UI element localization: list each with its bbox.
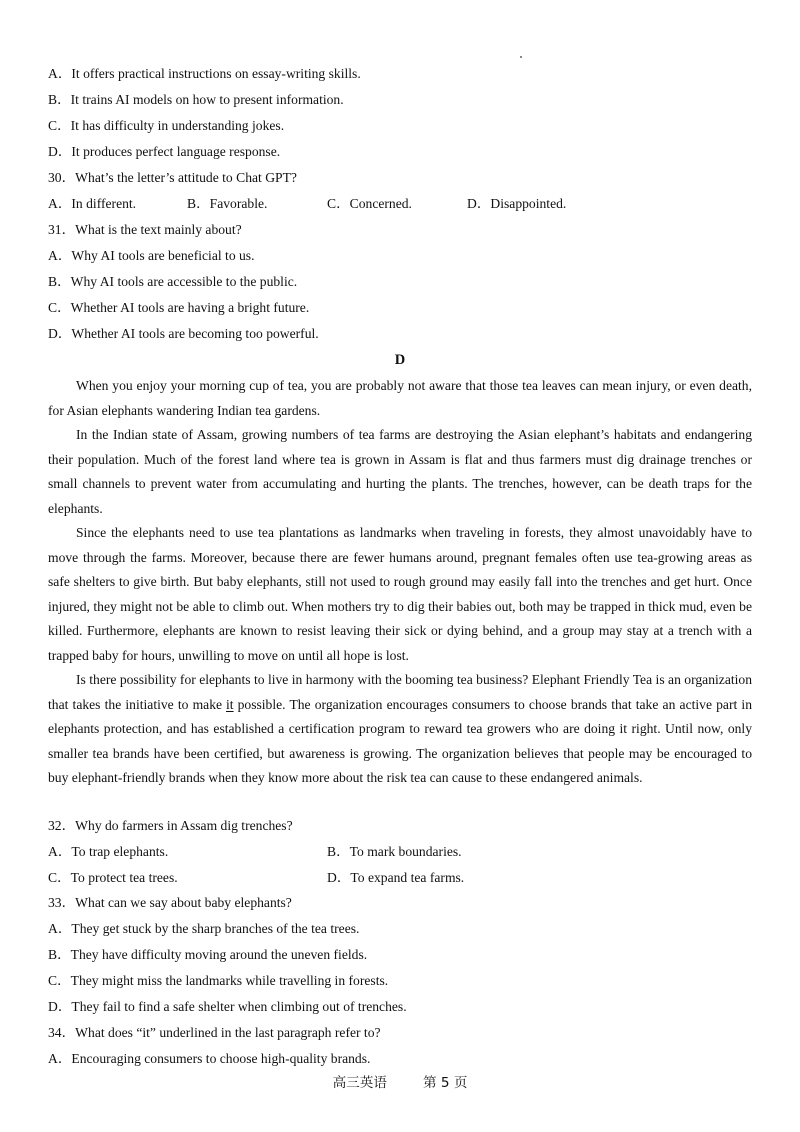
q29-option-a: A．It offers practical instructions on essay-writing skills.: [48, 66, 361, 81]
q31-stem: 31．What is the text mainly about?: [48, 222, 242, 237]
passage-paragraph-4: [48, 668, 752, 791]
q33-option-a: A．They get stuck by the sharp branches of the tea trees.: [48, 921, 360, 936]
q29-option-d: D．It produces perfect language response.: [48, 144, 281, 159]
underlined-it: it: [226, 696, 234, 712]
q32-option-a: A．To trap elephants.: [48, 844, 169, 859]
q32-option-b: B．To mark boundaries.: [327, 844, 462, 859]
q30-option-a: A．In different.: [48, 196, 137, 211]
paragraph-4-text-before: Is there possibility for elephants to live in harmony with the booming tea business? Elephant Friendly Tea is an organization that takes the initiative to make: [48, 672, 752, 712]
q33-option-b: B．They have difficulty moving around the uneven fields.: [48, 947, 368, 962]
q31-option-b: B．Why AI tools are accessible to the public.: [48, 274, 298, 289]
footer-page-number: 第 5 页: [422, 1075, 468, 1091]
q33-option-c: C．They might miss the landmarks while travelling in forests.: [48, 973, 389, 988]
q30-stem: 30．What’s the letter’s attitude to Chat GPT?: [48, 170, 297, 185]
q34-stem: 34．What does “it” underlined in the last paragraph refer to?: [48, 1025, 381, 1040]
q33-stem: 33．What can we say about baby elephants?: [48, 895, 292, 910]
passage-paragraph-3: Since the elephants need to use tea plantations as landmarks when traveling in forests, they almost unavoidably have to move through the farms. Moreover, because there are fewer humans around, pregnant females often use tea-growing areas as safe shelters to give birth. But baby elephants, still not used to rough ground may easily fall into the trenches and get hurt. Once injured, they might not be able to climb out. When mothers try to dig their babies out, both may be trapped in thick mud, even be killed. Furthermore, elephants are known to resist leaving their sick or dying behind, and a group may stay at a trench with a trapped baby for hours, unwilling to move on until all hope is lost.: [48, 525, 752, 663]
q31-option-a: A．Why AI tools are beneficial to us.: [48, 248, 255, 263]
q33-option-d: D．They fail to find a safe shelter when climbing out of trenches.: [48, 999, 407, 1014]
scan-speck: [520, 56, 522, 58]
footer-subject: 高三英语: [332, 1075, 387, 1091]
q30-option-d: D．Disappointed.: [467, 196, 567, 211]
q34-option-a: A．Encouraging consumers to choose high-quality brands.: [48, 1051, 371, 1066]
page-footer: [0, 1074, 800, 1092]
q30-option-c: C．Concerned.: [327, 196, 412, 211]
paragraph-4-text-after: possible. The organization encourages consumers to choose brands that take an active part in elephants protection, and has established a certification program to reward tea growers who are doing it right. Until now, only smaller tea brands have been certified, but awareness is growing. The organization believes that people may be encouraged to buy elephant-friendly brands when they know more about the risk tea can cause to these endangered animals.: [48, 696, 752, 786]
section-heading: D: [394, 352, 406, 368]
passage-paragraph-2: In the Indian state of Assam, growing numbers of tea farms are destroying the Asian elephant’s habitats and endangering their population. Much of the forest land where tea is grown in Assam is flat and thus farmers must dig drainage trenches or small channels to prevent water from accumulating and hurting the plants. The trenches, however, can be death traps for the elephants.: [48, 427, 752, 516]
q32-stem: 32．Why do farmers in Assam dig trenches?: [48, 818, 293, 833]
q29-option-c: C．It has difficulty in understanding jokes.: [48, 118, 285, 133]
q29-option-b: B．It trains AI models on how to present information.: [48, 92, 344, 107]
passage-paragraph-1: When you enjoy your morning cup of tea, you are probably not aware that those tea leaves can mean injury, or even death, for Asian elephants wandering Indian tea gardens.: [48, 378, 752, 418]
q30-option-b: B．Favorable.: [187, 196, 268, 211]
q31-option-d: D．Whether AI tools are becoming too powerful.: [48, 326, 319, 341]
q32-option-c: C．To protect tea trees.: [48, 870, 178, 885]
q32-option-d: D．To expand tea farms.: [327, 870, 465, 885]
q31-option-c: C．Whether AI tools are having a bright future.: [48, 300, 310, 315]
